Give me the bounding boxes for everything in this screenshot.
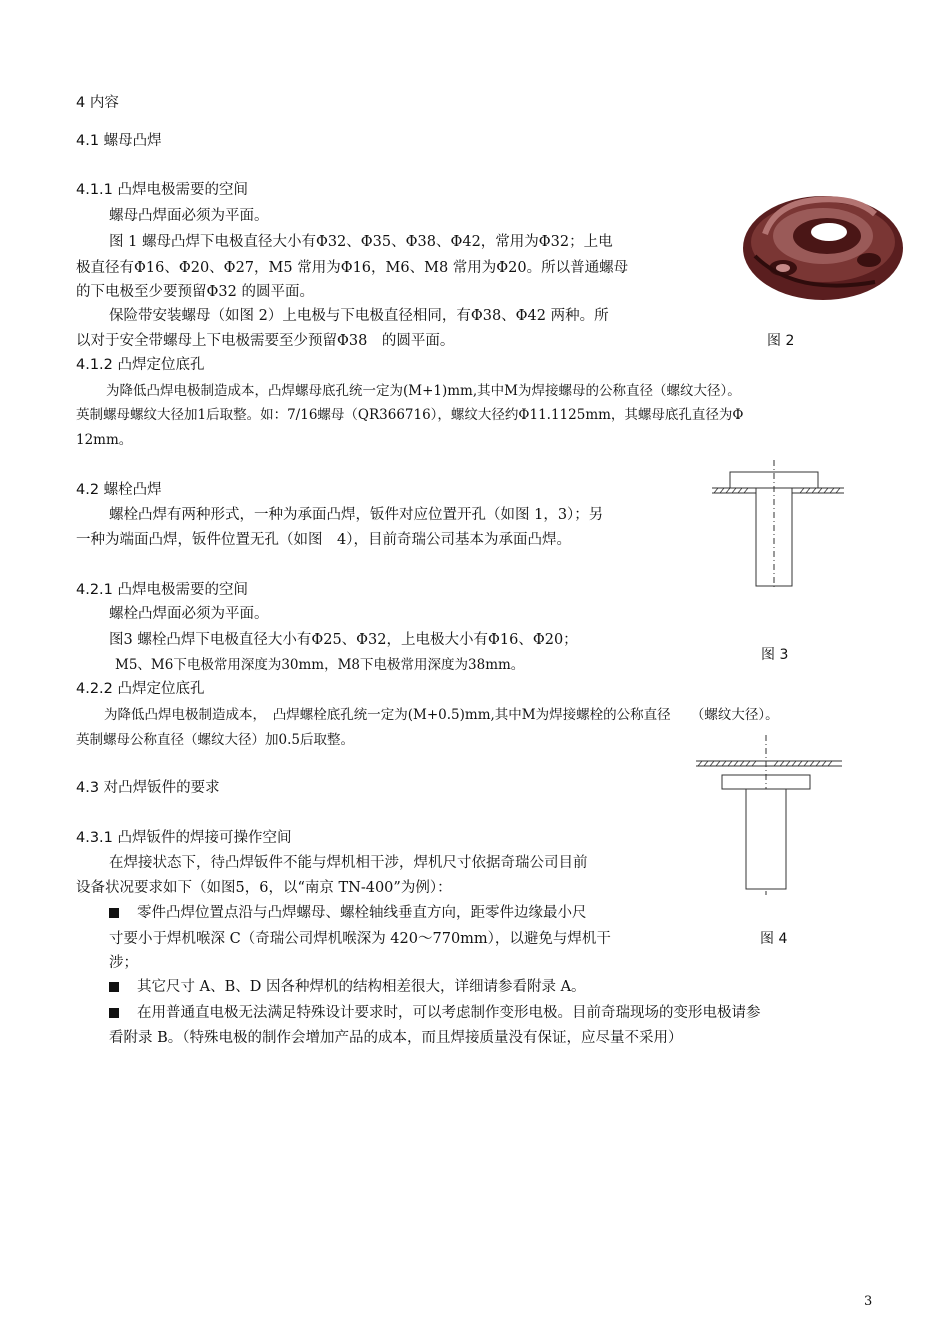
bullet-square-icon xyxy=(109,908,119,918)
bullet-item xyxy=(109,903,587,923)
bullet-square-icon xyxy=(109,1008,119,1018)
paragraph-line: 为降低凸焊电极制造成本，凸焊螺母底孔统一定为(M+1)mm,其中M为焊接螺母的公称直径（螺纹大径）。 xyxy=(106,383,741,399)
page-number: 3 xyxy=(864,1294,873,1309)
section-4-3-1-title: 4.3.1 凸焊钣件的焊接可操作空间 xyxy=(76,830,292,846)
paragraph-line: 在焊接状态下，待凸焊钣件不能与焊机相干涉，焊机尺寸依据奇瑞公司目前 xyxy=(109,855,588,871)
section-4-2-2-title: 4.2.2 凸焊定位底孔 xyxy=(76,681,205,697)
section-4-title: 4 内容 xyxy=(76,95,119,111)
paragraph-line: 的下电极至少要预留Φ32 的圆平面。 xyxy=(76,284,314,300)
figure-2-caption: 图 2 xyxy=(767,333,795,349)
paragraph-line: 涉； xyxy=(109,955,138,971)
paragraph-line: 图3 螺栓凸焊下电极直径大小有Φ25、Φ32，上电极大小有Φ16、Φ20； xyxy=(109,632,578,648)
paragraph-line: 为降低凸焊电极制造成本， 凸焊螺栓底孔统一定为(M+0.5)mm,其中M为焊接螺栓的公称直径 （螺纹大径）。 xyxy=(104,707,779,723)
bullet-item xyxy=(109,977,586,997)
paragraph-line: 寸要小于焊机喉深 C（奇瑞公司焊机喉深为 420～770mm），以避免与焊机干 xyxy=(109,931,611,947)
section-4-1-1-title: 4.1.1 凸焊电极需要的空间 xyxy=(76,182,249,198)
paragraph-line: 设备状况要求如下（如图5，6，以“南京 TN-400”为例）： xyxy=(76,880,452,896)
bullet-text: 在用普通直电极无法满足特殊设计要求时，可以考虑制作变形电极。目前奇瑞现场的变形电极请参 xyxy=(137,1005,761,1021)
bullet-item xyxy=(109,1003,761,1023)
section-4-3-title: 4.3 对凸焊钣件的要求 xyxy=(76,780,220,796)
paragraph-line: 极直径有Φ16、Φ20、Φ27，M5 常用为Φ16，M6、M8 常用为Φ20。所以普通螺母 xyxy=(76,260,629,276)
paragraph-line: 图 1 螺母凸焊下电极直径大小有Φ32、Φ35、Φ38、Φ42，常用为Φ32；上电 xyxy=(109,234,613,250)
paragraph-line: M5、M6下电极常用深度为30mm，M8下电极常用深度为38mm。 xyxy=(115,657,525,673)
paragraph-line: 看附录 B。（特殊电极的制作会增加产品的成本，而且焊接质量没有保证，应尽量不采用） xyxy=(109,1030,683,1046)
paragraph-line: 以对于安全带螺母上下电极需要至少预留Φ38 的圆平面。 xyxy=(76,333,455,349)
section-4-2-title: 4.2 螺栓凸焊 xyxy=(76,482,162,498)
section-4-1-title: 4.1 螺母凸焊 xyxy=(76,133,162,149)
section-4-2-1-title: 4.2.1 凸焊电极需要的空间 xyxy=(76,582,249,598)
paragraph-line: 保险带安装螺母（如图 2）上电极与下电极直径相同，有Φ38、Φ42 两种。所 xyxy=(109,308,609,324)
figure-2-nut-image xyxy=(735,186,907,306)
figure-3-caption: 图 3 xyxy=(761,647,789,663)
figure-3-bolt-drawing xyxy=(708,460,848,595)
figure-4-bolt-drawing xyxy=(694,735,844,895)
figure-4-caption: 图 4 xyxy=(760,931,788,947)
paragraph-line: 英制螺母螺纹大径加1后取整。如：7/16螺母（QR366716），螺纹大径约Φ11.1125mm，其螺母底孔直径为Φ xyxy=(76,407,744,423)
bullet-text: 其它尺寸 A、B、D 因各种焊机的结构相差很大，详细请参看附录 A。 xyxy=(137,979,586,995)
bullet-square-icon xyxy=(109,982,119,992)
paragraph-line: 英制螺母公称直径（螺纹大径）加0.5后取整。 xyxy=(76,732,354,748)
paragraph-line: 螺母凸焊面必须为平面。 xyxy=(109,208,269,224)
paragraph-line: 12mm。 xyxy=(76,432,133,448)
paragraph-line: 螺栓凸焊面必须为平面。 xyxy=(109,606,269,622)
bullet-text: 零件凸焊位置点沿与凸焊螺母、螺栓轴线垂直方向，距零件边缘最小尺 xyxy=(137,905,587,921)
paragraph-line: 螺栓凸焊有两种形式，一种为承面凸焊，钣件对应位置开孔（如图 1，3）；另 xyxy=(109,507,604,523)
paragraph-line: 一种为端面凸焊，钣件位置无孔（如图 4），目前奇瑞公司基本为承面凸焊。 xyxy=(76,532,571,548)
section-4-1-2-title: 4.1.2 凸焊定位底孔 xyxy=(76,357,205,373)
